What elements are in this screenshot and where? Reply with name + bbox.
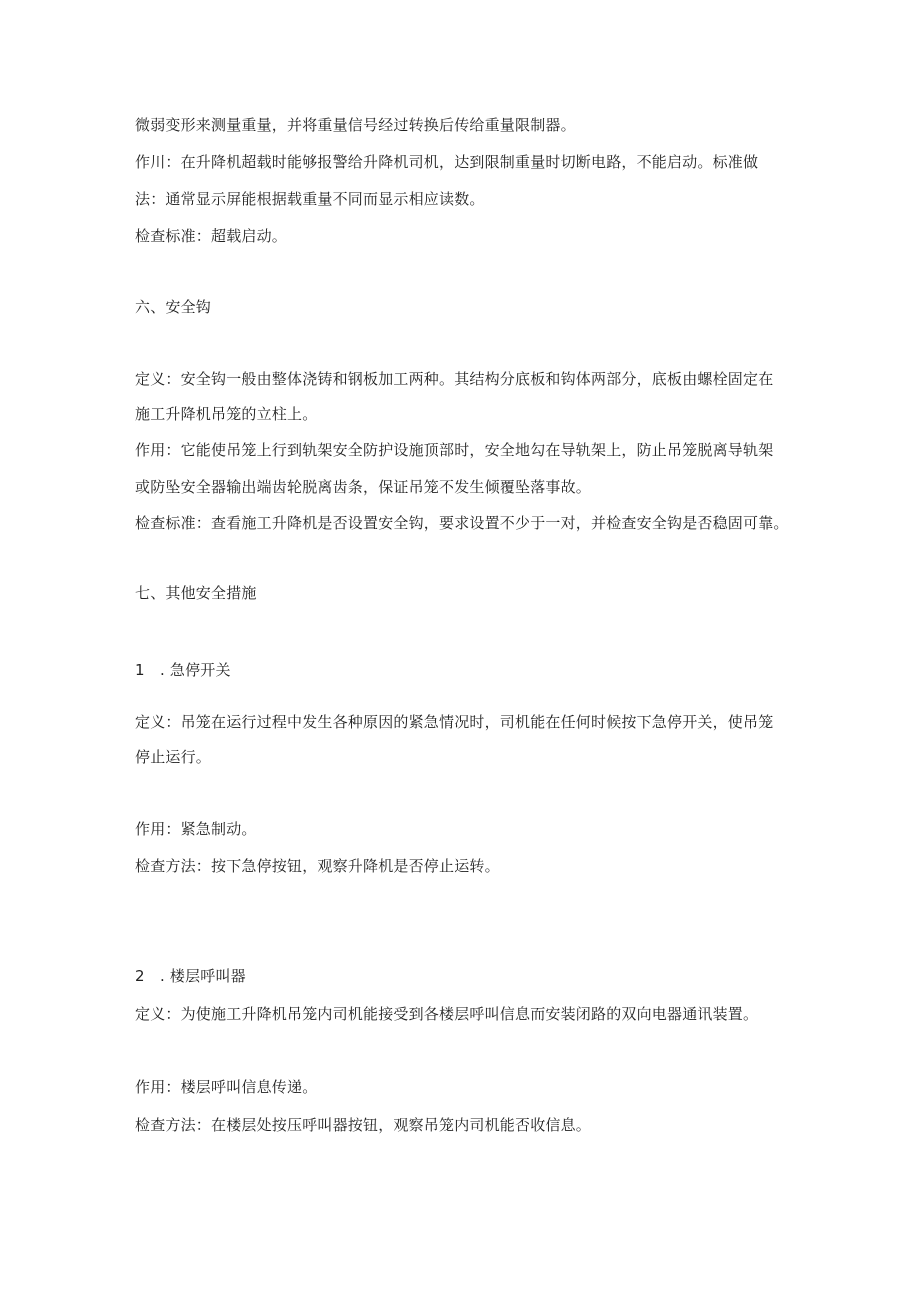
- paragraph-line: 检查方法：在楼层处按压呼叫器按钮，观察吊笼内司机能否收信息。: [135, 1116, 592, 1134]
- paragraph-line: 或防坠安全器输出端齿轮脱离齿条，保证吊笼不发生倾覆坠落事故。: [135, 478, 592, 496]
- paragraph-line: 施工升降机吊笼的立柱上。: [135, 405, 318, 423]
- paragraph-line: 定义：为使施工升降机吊笼内司机能接受到各楼层呼叫信息而安装闭路的双向电器通讯装置。: [135, 1005, 759, 1023]
- section-heading: 七、其他安全措施: [135, 584, 257, 602]
- paragraph-line: 微弱变形来测量重量，并将重量信号经过转换后传给重量限制器。: [135, 116, 576, 134]
- paragraph-line: 检查标准：超载启动。: [135, 227, 288, 245]
- paragraph-line: 停止运行。: [135, 748, 212, 766]
- subsection-heading: 1 . 急停开关: [135, 661, 231, 679]
- subsection-heading: 2 . 楼层呼叫器: [135, 967, 246, 985]
- paragraph-line: 作川：在升降机超载时能够报警给升降机司机，达到限制重量时切断电路，不能启动。标准做: [135, 153, 759, 171]
- paragraph-line: 作用：紧急制动。: [135, 820, 257, 838]
- paragraph-line: 作用：它能使吊笼上行到轨架安全防护设施顶部时，安全地勾在导轨架上，防止吊笼脱离导轨架: [135, 441, 774, 459]
- paragraph-line: 定义：安全钩一般由整体浇铸和钢板加工两种。其结构分底板和钩体两部分，底板由螺栓固定在: [135, 370, 774, 388]
- paragraph-line: 检查方法：按下急停按钮，观察升降机是否停止运转。: [135, 857, 500, 875]
- paragraph-line: 法：通常显示屏能根据载重量不同而显示相应读数。: [135, 190, 485, 208]
- paragraph-line: 检查标准：查看施工升降机是否设置安全钩，要求设置不少于一对，并检查安全钩是否稳固可靠。: [135, 514, 789, 532]
- section-heading: 六、安全钩: [135, 298, 212, 316]
- paragraph-line: 作用：楼层呼叫信息传递。: [135, 1078, 318, 1096]
- paragraph-line: 定义：吊笼在运行过程中发生各种原因的紧急情况时，司机能在任何时候按下急停开关，使吊笼: [135, 713, 774, 731]
